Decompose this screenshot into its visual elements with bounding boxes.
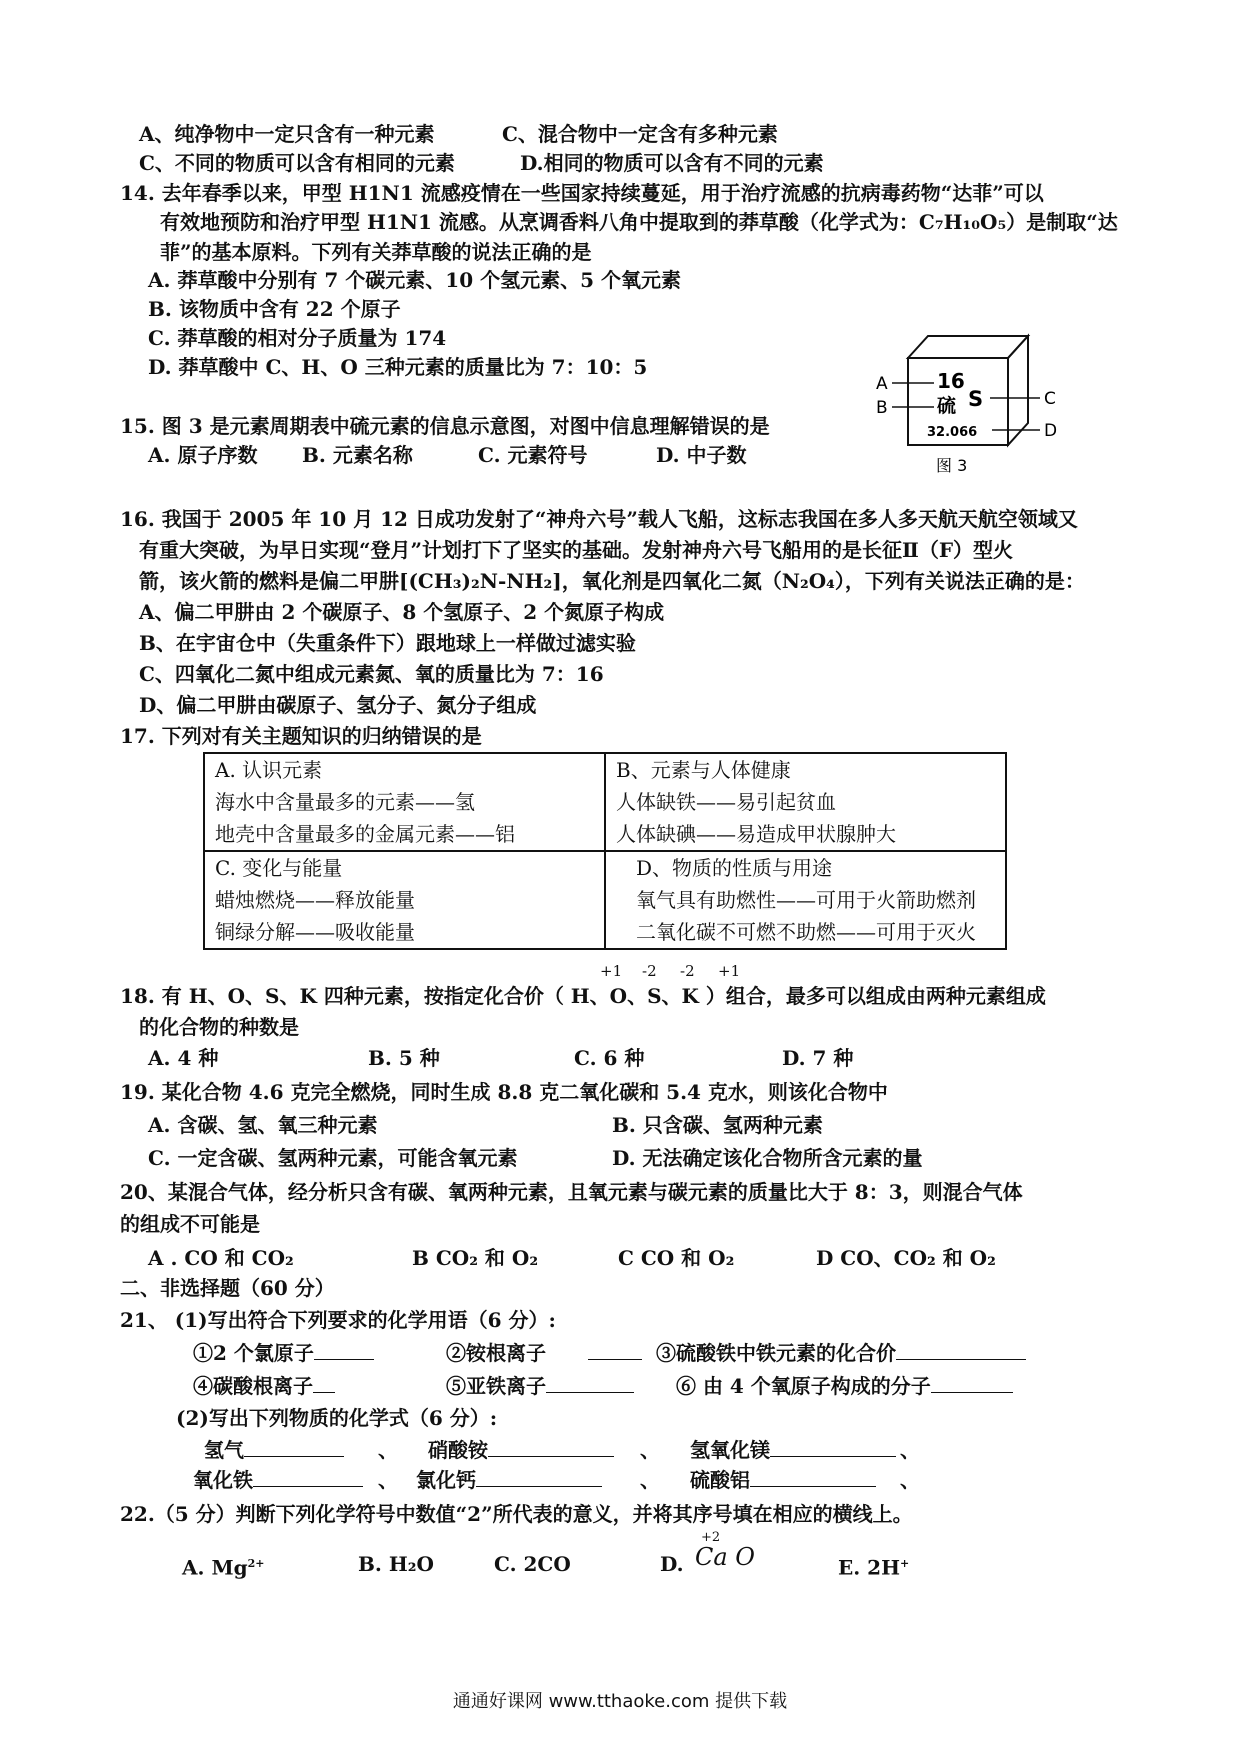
- q22-stem: 22.（5 分）判断下列化学符号中数值“2”所代表的意义，并将其序号填在相应的横线上。: [120, 1502, 913, 1526]
- q13-option-a: A、纯净物中一定只含有一种元素: [139, 122, 435, 146]
- atomic-number: 16: [937, 369, 965, 393]
- q17-table: [203, 752, 1007, 950]
- option-text: E. 2H: [838, 1555, 900, 1580]
- page-footer: 通通好课网 www.tthaoke.com 提供下载: [452, 1691, 788, 1712]
- q21-item1: [193, 1341, 374, 1365]
- option-text: A. Mg: [182, 1555, 248, 1580]
- item-label: 氢气: [204, 1438, 244, 1462]
- q22-option-d-formula: [695, 1530, 755, 1571]
- q18-stem-line2: 的化合物的种数是: [139, 1015, 299, 1039]
- cell-line: 蜡烛燃烧——释放能量: [215, 888, 415, 912]
- q20-option-d: D CO、CO₂ 和 O₂: [816, 1246, 996, 1270]
- answer-blank[interactable]: [546, 1374, 634, 1393]
- q17-cell-a: [204, 753, 605, 851]
- element-symbol: S: [968, 387, 984, 411]
- answer-blank[interactable]: [244, 1438, 344, 1457]
- q22-option-d-label: D.: [660, 1552, 684, 1576]
- q20-stem-line1: 20、某混合气体，经分析只含有碳、氧两种元素，且氧元素与碳元素的质量比大于 8：3，则混合气体: [120, 1180, 1023, 1204]
- q21-substance3: [690, 1438, 896, 1462]
- separator: 、: [378, 1468, 398, 1492]
- item-label: ④碳酸根离子: [193, 1374, 313, 1398]
- q18-option-a: A. 4 种: [148, 1046, 219, 1070]
- q21-item2: [446, 1341, 546, 1365]
- q16-stem-line1: 16. 我国于 2005 年 10 月 12 日成功发射了“神舟六号”载人飞船，这标志我国在多人多天航天航空领域又: [120, 507, 1078, 531]
- item-label: ①2 个氯原子: [193, 1341, 314, 1365]
- q20-option-b: B CO₂ 和 O₂: [412, 1246, 539, 1270]
- q19-option-b: B. 只含碳、氢两种元素: [612, 1113, 823, 1137]
- cell-heading: A. 认识元素: [215, 758, 323, 782]
- cell-heading: C. 变化与能量: [215, 856, 343, 880]
- q16-option-b: B、在宇宙仓中（失重条件下）跟地球上一样做过滤实验: [139, 631, 636, 655]
- q21-stem: 21、 (1)写出符合下列要求的化学用语（6 分）:: [120, 1308, 556, 1332]
- q18-option-b: B. 5 种: [368, 1046, 440, 1070]
- q16-option-d: D、偏二甲肼由碳原子、氢分子、氮分子组成: [139, 693, 537, 717]
- cell-line: 地壳中含量最多的金属元素——铝: [215, 822, 515, 846]
- item-label: 硝酸铵: [428, 1438, 488, 1462]
- valence-o: -2: [642, 962, 657, 980]
- q18-option-d: D. 7 种: [782, 1046, 854, 1070]
- q15-option-c: C. 元素符号: [478, 443, 588, 467]
- q13-option-d: D.相同的物质可以含有不同的元素: [520, 151, 824, 175]
- item-label: ③硫酸铁中铁元素的化合价: [656, 1341, 896, 1365]
- q16-stem-line3: 箭，该火箭的燃料是偏二甲肼[(CH₃)₂N-NH₂]，氧化剂是四氧化二氮（N₂O₄），下列有关说法正确的是：: [139, 569, 1085, 593]
- q17-stem: 17. 下列对有关主题知识的归纳错误的是: [120, 724, 482, 748]
- label-b: B: [876, 398, 888, 418]
- q13-option-c1: C、混合物中一定含有多种元素: [502, 122, 778, 146]
- q22-option-b: B. H₂O: [358, 1552, 434, 1576]
- answer-blank[interactable]: [896, 1341, 1026, 1360]
- cao-symbol: Ca O: [695, 1543, 755, 1571]
- answer-blank[interactable]: [488, 1438, 614, 1457]
- valence-s: -2: [680, 962, 695, 980]
- answer-blank[interactable]: [314, 1341, 374, 1360]
- q15-stem: 15. 图 3 是元素周期表中硫元素的信息示意图，对图中信息理解错误的是: [120, 414, 770, 438]
- q20-option-a: A . CO 和 CO₂: [148, 1246, 294, 1270]
- q15-option-d: D. 中子数: [656, 443, 747, 467]
- label-a: A: [876, 374, 888, 394]
- label-c: C: [1044, 389, 1056, 409]
- q21-item4: [193, 1374, 335, 1398]
- q21-substance2: [428, 1438, 614, 1462]
- q17-cell-c: [204, 851, 605, 949]
- q21-substance4: [193, 1468, 363, 1492]
- cell-line: 海水中含量最多的元素——氢: [215, 790, 475, 814]
- answer-blank[interactable]: [931, 1374, 1013, 1393]
- q14-option-a: A. 莽草酸中分别有 7 个碳元素、10 个氢元素、5 个氧元素: [148, 268, 681, 292]
- q15-option-a: A. 原子序数: [148, 443, 258, 467]
- q14-stem-line1: 14. 去年春季以来，甲型 H1N1 流感疫情在一些国家持续蔓延，用于治疗流感的抗病毒药物“达菲”可以: [120, 181, 1044, 205]
- separator: 、: [900, 1438, 920, 1462]
- q21-substance5: [416, 1468, 602, 1492]
- cell-line: 人体缺碘——易造成甲状腺肿大: [616, 822, 896, 846]
- q14-option-b: B. 该物质中含有 22 个原子: [148, 297, 401, 321]
- q18-option-c: C. 6 种: [574, 1046, 645, 1070]
- element-name: 硫: [937, 395, 957, 417]
- q17-cell-d: [605, 851, 1006, 949]
- cell-heading: D、物质的性质与用途: [636, 856, 833, 880]
- valence-mark: +2: [701, 1530, 721, 1545]
- q15-option-b: B. 元素名称: [302, 443, 413, 467]
- answer-blank[interactable]: [253, 1468, 363, 1487]
- answer-blank[interactable]: [750, 1468, 876, 1487]
- q13-option-c2: C、不同的物质可以含有相同的元素: [139, 151, 455, 175]
- part2-title: 二、非选择题（60 分）: [120, 1276, 335, 1300]
- cell-line: 二氧化碳不可燃不助燃——可用于灭火: [636, 920, 976, 944]
- cell-heading: B、元素与人体健康: [616, 758, 791, 782]
- separator: 、: [640, 1468, 660, 1492]
- q22-option-e: [838, 1552, 909, 1580]
- valence-h: +1: [600, 962, 623, 980]
- cell-line: 铜绿分解——吸收能量: [215, 920, 415, 944]
- answer-blank[interactable]: [588, 1341, 642, 1360]
- item-label: ②铵根离子: [446, 1341, 546, 1365]
- item-label: ⑥ 由 4 个氧原子构成的分子: [676, 1374, 931, 1398]
- q19-stem: 19. 某化合物 4.6 克完全燃烧，同时生成 8.8 克二氧化碳和 5.4 克水，则该化合物中: [120, 1080, 888, 1104]
- q14-stem-line2: 有效地预防和治疗甲型 H1N1 流感。从烹调香料八角中提取到的莽草酸（化学式为：C₇H₁₀O₅）是制取“达: [160, 210, 1118, 234]
- q16-option-c: C、四氧化二氮中组成元素氮、氧的质量比为 7：16: [139, 662, 604, 686]
- q16-option-a: A、偏二甲肼由 2 个碳原子、8 个氢原子、2 个氮原子构成: [139, 600, 665, 624]
- q19-option-a: A. 含碳、氢、氧三种元素: [148, 1113, 378, 1137]
- q22-option-a: [182, 1552, 264, 1580]
- q20-option-c: C CO 和 O₂: [618, 1246, 735, 1270]
- q14-option-d: D. 莽草酸中 C、H、O 三种元素的质量比为 7：10：5: [148, 355, 648, 379]
- atomic-mass: 32.066: [927, 425, 978, 440]
- answer-blank[interactable]: [313, 1374, 335, 1393]
- q21-item5: [446, 1374, 634, 1398]
- separator: 、: [900, 1468, 920, 1492]
- q17-cell-b: [605, 753, 1006, 851]
- q14-option-c: C. 莽草酸的相对分子质量为 174: [148, 326, 447, 350]
- q19-option-d: D. 无法确定该化合物所含元素的量: [612, 1146, 923, 1170]
- separator: 、: [378, 1438, 398, 1462]
- item-label: 氯化钙: [416, 1468, 476, 1492]
- sulfur-element-figure: [872, 328, 1072, 478]
- q21-stem2: (2)写出下列物质的化学式（6 分）:: [176, 1406, 498, 1430]
- q21-substance6: [690, 1468, 876, 1492]
- q19-option-c: C. 一定含碳、氢两种元素，可能含氧元素: [148, 1146, 518, 1170]
- cell-line: 氧气具有助燃性——可用于火箭助燃剂: [636, 888, 976, 912]
- item-label: 氧化铁: [193, 1468, 253, 1492]
- q16-stem-line2: 有重大突破，为早日实现“登月”计划打下了坚实的基础。发射神舟六号飞船用的是长征Ⅱ（F）型火: [139, 538, 1014, 562]
- q18-stem-line1: 18. 有 H、O、S、K 四种元素，按指定化合价（ H、O、S、K ）组合，最多可以组成由两种元素组成: [120, 984, 1046, 1008]
- q21-item3: [656, 1341, 1026, 1365]
- element-cube-diagram: [872, 328, 1072, 478]
- charge-superscript: 2+: [247, 1557, 265, 1570]
- item-label: ⑤亚铁离子: [446, 1374, 546, 1398]
- cell-line: 人体缺铁——易引起贫血: [616, 790, 836, 814]
- valence-k: +1: [718, 962, 741, 980]
- q20-stem-line2: 的组成不可能是: [120, 1212, 260, 1236]
- charge-superscript: +: [899, 1557, 910, 1570]
- q21-item6: [676, 1374, 1013, 1398]
- answer-blank[interactable]: [476, 1468, 602, 1487]
- label-d: D: [1044, 421, 1058, 441]
- q21-substance1: [204, 1438, 344, 1462]
- separator: 、: [640, 1438, 660, 1462]
- q14-stem-line3: 菲”的基本原料。下列有关莽草酸的说法正确的是: [160, 240, 592, 264]
- item-label: 硫酸铝: [690, 1468, 750, 1492]
- item-label: 氢氧化镁: [690, 1438, 770, 1462]
- q22-option-c: C. 2CO: [494, 1552, 571, 1576]
- answer-blank[interactable]: [770, 1438, 896, 1457]
- figure-caption: 图 3: [936, 456, 968, 475]
